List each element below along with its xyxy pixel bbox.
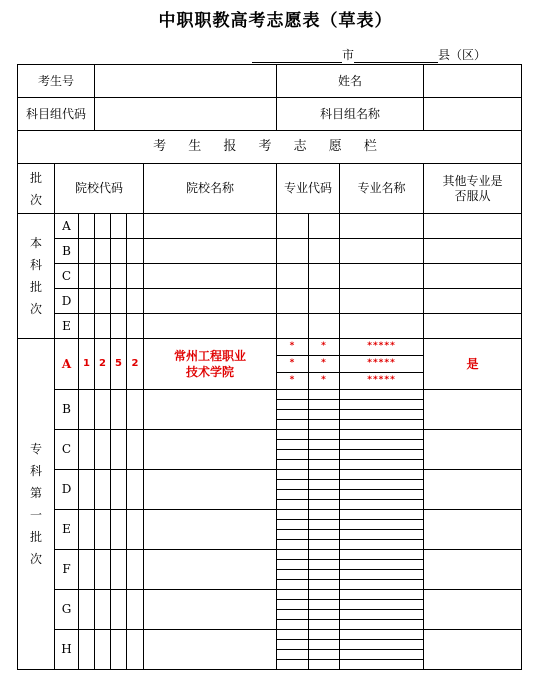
col-other-major: 其他专业是否服从 <box>424 164 522 214</box>
school-code-cell[interactable] <box>127 390 144 430</box>
school-code-cell[interactable] <box>95 289 111 314</box>
major-name-cell[interactable] <box>340 500 424 510</box>
col-major-code: 专业代码 <box>277 164 340 214</box>
school-code-cell[interactable] <box>95 470 111 510</box>
major-code-cell[interactable] <box>277 520 309 530</box>
exam-no-label: 考生号 <box>18 65 95 98</box>
school-code-cell[interactable] <box>111 214 127 239</box>
major-code-cell[interactable] <box>277 650 309 660</box>
school-name-cell[interactable] <box>144 239 277 264</box>
major-name-cell[interactable] <box>340 550 424 560</box>
major-code-cell[interactable] <box>309 650 340 660</box>
major-name-cell[interactable] <box>340 440 424 450</box>
major-code-cell[interactable] <box>309 420 340 430</box>
school-code-cell[interactable] <box>79 550 95 590</box>
obey-cell[interactable] <box>424 590 522 630</box>
major-code-cell[interactable] <box>309 570 340 580</box>
major-code-cell[interactable] <box>277 660 309 670</box>
school-code-cell[interactable] <box>111 314 127 339</box>
major-name-cell[interactable] <box>340 540 424 550</box>
obey-cell[interactable] <box>424 289 522 314</box>
major-code-cell[interactable] <box>309 450 340 460</box>
major-name-cell[interactable] <box>340 214 424 239</box>
school-name-cell[interactable] <box>144 430 277 470</box>
school-name-cell[interactable] <box>144 470 277 510</box>
major-code-cell[interactable] <box>309 239 340 264</box>
specialty-letter: E <box>55 510 79 550</box>
major-code-cell[interactable] <box>277 560 309 570</box>
county-blank[interactable] <box>354 50 438 63</box>
major-code-cell[interactable] <box>309 460 340 470</box>
major-name-cell[interactable] <box>340 560 424 570</box>
school-code-cell[interactable] <box>79 314 95 339</box>
major-code-cell[interactable] <box>277 480 309 490</box>
specialty-section <box>18 339 522 670</box>
school-code-cell[interactable] <box>111 289 127 314</box>
school-code-cell[interactable] <box>95 264 111 289</box>
major-name-cell[interactable] <box>340 470 424 480</box>
major-code-cell[interactable] <box>277 460 309 470</box>
major-code-cell[interactable] <box>277 490 309 500</box>
major-code-cell[interactable] <box>309 660 340 670</box>
major-code-cell[interactable] <box>309 314 340 339</box>
school-code-cell[interactable] <box>127 264 144 289</box>
school-code-cell[interactable] <box>127 214 144 239</box>
major-code-cell[interactable] <box>309 500 340 510</box>
major-code-cell[interactable] <box>309 560 340 570</box>
major-code-cell[interactable] <box>277 390 309 400</box>
major-name-cell[interactable] <box>340 600 424 610</box>
school-code-cell[interactable] <box>111 470 127 510</box>
obey-cell[interactable] <box>424 239 522 264</box>
major-code-a[interactable]: * <box>277 373 309 390</box>
major-code-cell[interactable] <box>277 450 309 460</box>
major-code-cell[interactable] <box>309 640 340 650</box>
school-code-cell[interactable] <box>111 264 127 289</box>
major-code-cell[interactable] <box>309 410 340 420</box>
major-code-cell[interactable] <box>309 440 340 450</box>
school-code-cell[interactable] <box>79 630 95 670</box>
major-code-cell[interactable] <box>277 570 309 580</box>
major-code-cell[interactable] <box>277 289 309 314</box>
major-code-cell[interactable] <box>309 600 340 610</box>
school-code-cell[interactable] <box>127 590 144 630</box>
major-name-cell[interactable] <box>340 480 424 490</box>
major-code-cell[interactable] <box>309 430 340 440</box>
major-code-cell[interactable] <box>309 530 340 540</box>
col-major-name: 专业名称 <box>340 164 424 214</box>
major-code-a[interactable]: * <box>277 356 309 373</box>
major-name-cell[interactable] <box>340 460 424 470</box>
school-code-cell[interactable] <box>95 510 111 550</box>
obey-cell[interactable] <box>424 264 522 289</box>
major-code-cell[interactable] <box>277 610 309 620</box>
major-code-cell[interactable] <box>309 214 340 239</box>
form-title: 中职职教高考志愿表（草表） <box>158 11 393 31</box>
school-code-cell[interactable] <box>111 630 127 670</box>
major-name-cell[interactable] <box>340 289 424 314</box>
major-name-cell[interactable] <box>340 630 424 640</box>
application-table <box>17 64 522 670</box>
specialty-letter: H <box>55 630 79 670</box>
subject-name-label: 科目组名称 <box>277 98 424 131</box>
col-school-code: 院校代码 <box>55 164 144 214</box>
major-name-cell[interactable] <box>340 490 424 500</box>
obey-cell[interactable] <box>424 390 522 430</box>
school-code-cell[interactable] <box>95 430 111 470</box>
major-code-cell[interactable] <box>309 480 340 490</box>
undergrad-letter: C <box>55 264 79 289</box>
school-name-cell[interactable] <box>144 314 277 339</box>
school-code-cell[interactable] <box>95 630 111 670</box>
major-code-cell[interactable] <box>277 214 309 239</box>
undergrad-section <box>18 214 522 339</box>
major-code-cell[interactable] <box>309 590 340 600</box>
school-code-cell[interactable] <box>95 314 111 339</box>
major-code-cell[interactable] <box>277 470 309 480</box>
major-name-entry[interactable]: ***** <box>340 356 424 373</box>
school-code-cell[interactable] <box>127 289 144 314</box>
major-code-cell[interactable] <box>277 400 309 410</box>
major-name-entry[interactable]: ***** <box>340 373 424 390</box>
col-batch: 批 次 <box>18 164 55 214</box>
school-name-cell[interactable] <box>144 214 277 239</box>
school-code-cell[interactable] <box>127 550 144 590</box>
major-code-b[interactable]: * <box>309 339 340 356</box>
school-code-cell[interactable] <box>79 590 95 630</box>
major-name-cell[interactable] <box>340 580 424 590</box>
school-code-cell[interactable] <box>111 239 127 264</box>
major-code-cell[interactable] <box>309 400 340 410</box>
major-code-cell[interactable] <box>277 620 309 630</box>
major-name-cell[interactable] <box>340 650 424 660</box>
school-code-cell[interactable] <box>95 590 111 630</box>
major-name-cell[interactable] <box>340 239 424 264</box>
major-name-cell[interactable] <box>340 420 424 430</box>
school-name-cell[interactable] <box>144 289 277 314</box>
obey-cell[interactable] <box>424 430 522 470</box>
major-name-cell[interactable] <box>340 640 424 650</box>
major-name-entry[interactable]: ***** <box>340 339 424 356</box>
name-field[interactable] <box>424 65 522 98</box>
major-name-cell[interactable] <box>340 570 424 580</box>
specialty-letter: D <box>55 470 79 510</box>
major-code-cell[interactable] <box>309 520 340 530</box>
name-label: 姓名 <box>277 65 424 98</box>
major-code-cell[interactable] <box>277 640 309 650</box>
major-code-cell[interactable] <box>277 530 309 540</box>
major-code-cell[interactable] <box>277 314 309 339</box>
school-code-cell[interactable] <box>127 239 144 264</box>
major-code-cell[interactable] <box>277 600 309 610</box>
specialty-letter: F <box>55 550 79 590</box>
school-code-cell[interactable] <box>111 550 127 590</box>
major-code-cell[interactable] <box>277 440 309 450</box>
major-code-cell[interactable] <box>309 630 340 640</box>
major-code-cell[interactable] <box>277 239 309 264</box>
location-line <box>252 46 486 63</box>
school-code-cell[interactable] <box>127 314 144 339</box>
obey-entry[interactable]: 是 <box>424 339 522 390</box>
school-code-cell[interactable] <box>127 470 144 510</box>
undergrad-letter: A <box>55 214 79 239</box>
school-name-cell[interactable] <box>144 390 277 430</box>
school-code-cell[interactable] <box>79 264 95 289</box>
subject-code-label: 科目组代码 <box>18 98 95 131</box>
major-name-cell[interactable] <box>340 510 424 520</box>
obey-cell[interactable] <box>424 314 522 339</box>
school-code-cell[interactable] <box>79 430 95 470</box>
school-code-cell[interactable] <box>95 214 111 239</box>
obey-cell[interactable] <box>424 470 522 510</box>
major-name-cell[interactable] <box>340 264 424 289</box>
school-code-digit[interactable]: 2 <box>127 339 144 390</box>
obey-cell[interactable] <box>424 510 522 550</box>
school-code-cell[interactable] <box>111 390 127 430</box>
major-code-cell[interactable] <box>309 580 340 590</box>
obey-cell[interactable] <box>424 630 522 670</box>
school-code-cell[interactable] <box>127 510 144 550</box>
school-name-cell[interactable] <box>144 550 277 590</box>
major-code-cell[interactable] <box>277 430 309 440</box>
major-code-cell[interactable] <box>309 390 340 400</box>
school-code-digit[interactable]: 2 <box>95 339 111 390</box>
subject-name-field[interactable] <box>424 98 522 131</box>
major-name-cell[interactable] <box>340 400 424 410</box>
school-code-cell[interactable] <box>79 510 95 550</box>
county-label: 县（区） <box>438 48 487 62</box>
major-code-b[interactable]: * <box>309 373 340 390</box>
major-code-cell[interactable] <box>277 264 309 289</box>
school-name-cell[interactable] <box>144 590 277 630</box>
major-name-cell[interactable] <box>340 590 424 600</box>
major-code-b[interactable]: * <box>309 356 340 373</box>
school-code-cell[interactable] <box>111 430 127 470</box>
col-school-name: 院校名称 <box>144 164 277 214</box>
school-name-cell[interactable] <box>144 264 277 289</box>
school-code-cell[interactable] <box>79 390 95 430</box>
major-code-cell[interactable] <box>309 264 340 289</box>
major-code-cell[interactable] <box>277 630 309 640</box>
major-code-cell[interactable] <box>309 550 340 560</box>
major-code-cell[interactable] <box>309 610 340 620</box>
major-name-cell[interactable] <box>340 314 424 339</box>
major-code-cell[interactable] <box>309 510 340 520</box>
specialty-batch-label: 专 科 第 一 批 次 <box>18 339 55 670</box>
major-code-cell[interactable] <box>277 580 309 590</box>
school-code-cell[interactable] <box>95 550 111 590</box>
obey-cell[interactable] <box>424 214 522 239</box>
major-name-cell[interactable] <box>340 520 424 530</box>
major-code-cell[interactable] <box>277 500 309 510</box>
school-name-entry[interactable]: 常州工程职业 技术学院 <box>144 339 277 390</box>
city-blank[interactable] <box>252 50 342 63</box>
major-code-cell[interactable] <box>277 550 309 560</box>
school-code-cell[interactable] <box>79 289 95 314</box>
major-name-cell[interactable] <box>340 660 424 670</box>
major-code-cell[interactable] <box>277 590 309 600</box>
school-code-cell[interactable] <box>79 470 95 510</box>
major-name-cell[interactable] <box>340 610 424 620</box>
undergrad-letter: B <box>55 239 79 264</box>
undergrad-letter: E <box>55 314 79 339</box>
major-name-cell[interactable] <box>340 390 424 400</box>
major-code-cell[interactable] <box>277 510 309 520</box>
specialty-letter: B <box>55 390 79 430</box>
major-name-cell[interactable] <box>340 450 424 460</box>
major-name-cell[interactable] <box>340 620 424 630</box>
major-name-cell[interactable] <box>340 430 424 440</box>
major-code-cell[interactable] <box>277 540 309 550</box>
major-name-cell[interactable] <box>340 410 424 420</box>
major-code-cell[interactable] <box>277 410 309 420</box>
major-code-cell[interactable] <box>309 620 340 630</box>
specialty-letter: C <box>55 430 79 470</box>
specialty-letter: G <box>55 590 79 630</box>
school-code-cell[interactable] <box>79 239 95 264</box>
obey-cell[interactable] <box>424 550 522 590</box>
major-code-cell[interactable] <box>277 420 309 430</box>
undergrad-letter: D <box>55 289 79 314</box>
school-code-cell[interactable] <box>111 510 127 550</box>
undergrad-batch-label: 本 科 批 次 <box>18 214 55 339</box>
major-code-cell[interactable] <box>309 289 340 314</box>
school-code-cell[interactable] <box>79 214 95 239</box>
school-code-digit[interactable]: 1 <box>79 339 95 390</box>
city-label: 市 <box>342 48 355 62</box>
major-code-cell[interactable] <box>309 490 340 500</box>
school-code-digit[interactable]: 5 <box>111 339 127 390</box>
school-code-cell[interactable] <box>95 390 111 430</box>
school-name-cell[interactable] <box>144 630 277 670</box>
section-header: 考 生 报 考 志 愿 栏 <box>18 131 522 164</box>
school-code-cell[interactable] <box>127 430 144 470</box>
exam-no-field[interactable] <box>95 65 277 98</box>
major-code-a[interactable]: * <box>277 339 309 356</box>
major-code-cell[interactable] <box>309 470 340 480</box>
major-name-cell[interactable] <box>340 530 424 540</box>
school-code-cell[interactable] <box>111 590 127 630</box>
major-code-cell[interactable] <box>309 540 340 550</box>
school-name-cell[interactable] <box>144 510 277 550</box>
specialty-letter: A <box>55 339 79 390</box>
subject-code-field[interactable] <box>95 98 277 131</box>
school-code-cell[interactable] <box>95 239 111 264</box>
school-code-cell[interactable] <box>127 630 144 670</box>
